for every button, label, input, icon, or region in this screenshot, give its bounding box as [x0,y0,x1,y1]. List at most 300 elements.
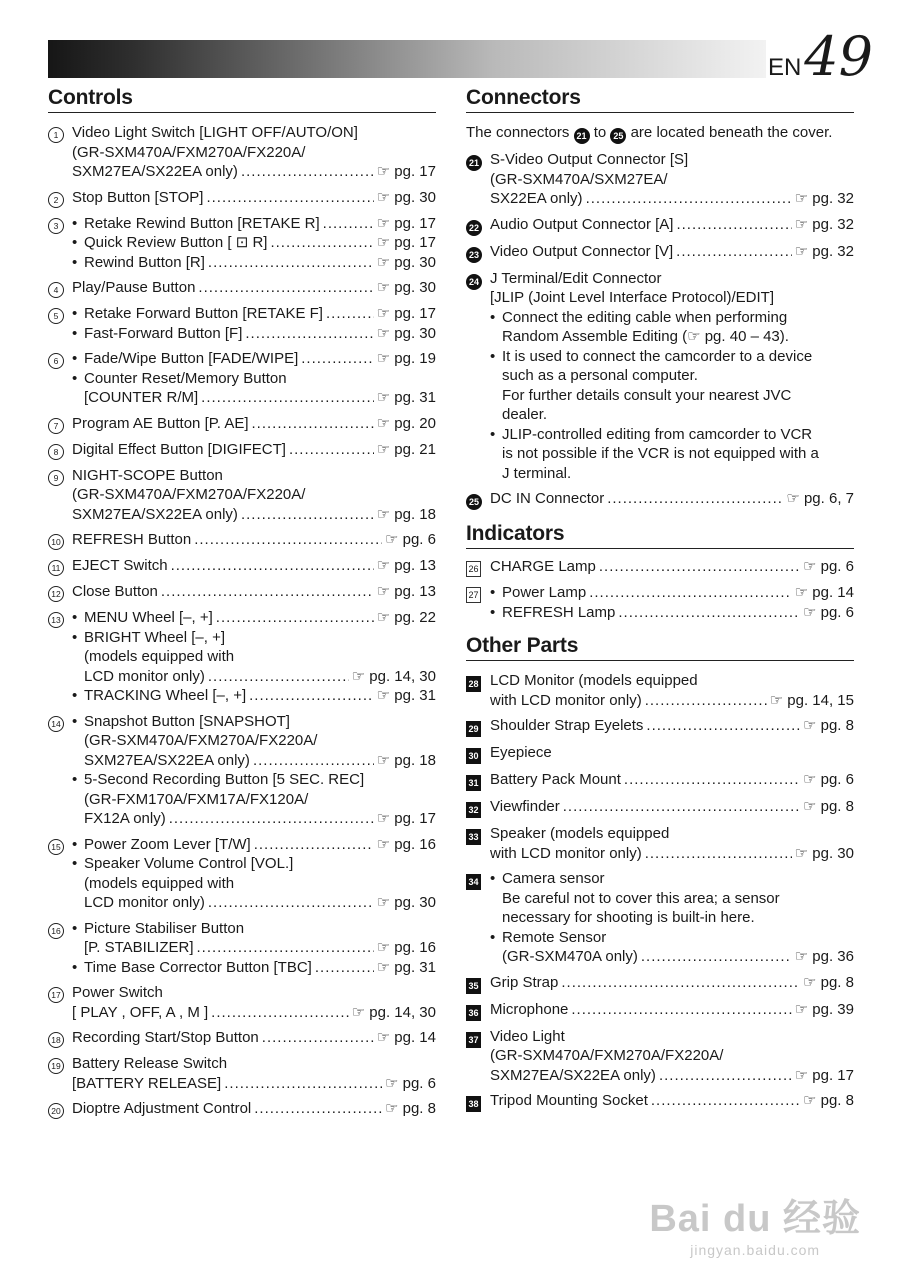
item-entry-text [72,556,436,576]
pointing-hand-icon: ☞ [376,389,395,406]
bullet-dot: • [72,628,78,646]
item-marker [466,583,490,622]
item-entry-text [84,712,436,771]
item-entry-text [490,973,854,993]
item-entry-text [490,489,854,509]
item-entry [72,324,436,344]
item-entry-text [72,983,436,1022]
page-reference-text: pg. 20 [394,414,436,432]
item-entry-text [72,1054,436,1093]
item-body [490,269,854,484]
item-number-badge: 30 [466,748,481,764]
item-label: FX12A only) [84,810,166,827]
page-reference-text: pg. 22 [394,609,436,626]
item-marker [48,466,72,525]
page-reference-text: pg. 6 [402,1074,436,1092]
item-entry-text [490,824,854,863]
page-reference [786,489,854,509]
pointing-hand-icon: ☞ [385,531,403,548]
item-entry-text [72,530,436,550]
item-line [490,489,854,509]
item-number-badge: 15 [48,839,64,855]
item-body [490,1027,854,1086]
item-line [84,958,436,978]
page-reference [803,603,854,623]
page-reference [377,1028,436,1048]
bullet-dot: • [490,425,496,443]
pointing-hand-icon: ☞ [376,939,395,956]
item-line [84,809,436,829]
leader-dots [171,556,374,576]
item-entry [490,869,854,928]
item-label: Time Base Corrector Button [TBC] [84,958,312,976]
item-entry-text [72,414,436,434]
item-label: Recording Start/Stop Button [72,1029,259,1046]
item-label: Remote Sensor [502,928,607,946]
item-entry-text [502,347,854,425]
item-body [490,824,854,863]
page-reference [385,1074,436,1094]
item-entry-text [502,869,854,928]
item-entry [72,854,436,913]
item-entry [490,308,854,347]
page-reference-text: pg. 36 [812,948,854,965]
item-marker [48,919,72,978]
item-line [72,440,436,460]
item-label: SXM27EA/SX22EA only) [72,505,238,523]
pointing-hand-icon: ☞ [376,751,395,769]
item-line [72,530,436,550]
leader-dots [571,1000,791,1020]
item-label: Quick Review Button [ ⊡ R] [84,234,268,251]
leader-dots [676,215,791,235]
pointing-hand-icon: ☞ [769,691,788,709]
controls-item [48,278,436,298]
item-line [490,770,854,790]
page-reference [377,324,436,344]
item-number-badge: 2 [48,192,64,208]
item-marker [466,1091,490,1112]
item-entry-text [490,1027,854,1086]
pointing-hand-icon: ☞ [803,603,821,621]
page-reference-text: pg. 30 [394,253,436,271]
item-entry [72,466,436,525]
other-parts-item [466,671,854,710]
item-entry-text [502,928,854,967]
item-label: Stop Button [STOP] [72,188,204,206]
item-entry-text [490,242,854,262]
item-body [490,1091,854,1112]
page-reference [377,958,436,978]
item-entry-text [84,324,436,344]
item-body [72,440,436,460]
other-parts-item [466,1027,854,1086]
page-reference-text: pg. 17 [394,234,436,251]
item-marker [466,1027,490,1086]
page-reference-text: pg. 31 [394,687,436,704]
controls-item [48,530,436,550]
item-entry [72,556,436,576]
item-entry-text [84,854,436,913]
page-reference [795,583,854,603]
indicators-item [466,557,854,577]
leader-dots [241,162,374,182]
item-line [490,242,854,262]
item-entry-text [84,608,436,628]
item-label: Viewfinder [490,798,560,815]
item-label: Connect the editing cable when performing [502,308,788,326]
leader-dots [241,505,374,525]
pointing-hand-icon: ☞ [376,505,395,523]
item-entry-text [84,835,436,855]
item-marker [466,269,490,484]
item-number-badge: 29 [466,721,481,737]
pointing-hand-icon: ☞ [376,440,395,458]
item-label: Shoulder Strap Eyelets [490,717,644,734]
item-entry [72,1099,436,1119]
item-entry [72,983,436,1022]
item-entry [490,269,854,308]
item-label: Audio Output Connector [A] [490,215,674,233]
intro-pre: The connectors [466,124,570,141]
leader-dots [561,973,800,993]
pointing-hand-icon: ☞ [376,687,395,704]
item-body [72,1099,436,1119]
item-line [84,304,436,324]
intro-mid: to [593,124,607,141]
item-label: Counter Reset/Memory Button [84,369,287,387]
page-reference-text: pg. 6 [820,558,854,575]
leader-dots [249,686,374,706]
item-entry [490,716,854,736]
item-number-badge: 21 [466,155,482,171]
leader-dots [645,844,792,864]
pointing-hand-icon: ☞ [376,1029,395,1046]
item-number-badge: 26 [466,561,481,577]
item-entry [72,414,436,434]
item-marker [48,530,72,550]
item-entry-text [84,349,436,369]
pointing-hand-icon: ☞ [786,490,804,507]
item-entry [490,824,854,863]
item-marker [466,743,490,764]
page-reference [377,162,436,182]
item-label: [COUNTER R/M] [84,389,199,406]
watermark-main: Bai du 经验 [649,1198,861,1240]
connectors-intro [466,123,854,144]
item-entry-text [490,150,854,209]
page-reference-text: pg. 32 [812,190,854,207]
item-line [502,947,854,967]
item-entry-text [84,253,436,273]
item-entry-text [490,770,854,790]
item-line [490,716,854,736]
connectors-list [466,150,854,510]
item-marker [48,712,72,829]
item-label: necessary for shooting is built-in here. [502,909,755,926]
item-entry [490,770,854,790]
page-reference [377,233,436,253]
item-line [490,797,854,817]
controls-item [48,188,436,208]
item-entry [72,214,436,234]
item-number-badge: 6 [48,353,64,369]
item-label: Fast-Forward Button [F] [84,324,243,342]
page-reference-text: pg. 8 [820,798,854,815]
item-label: Camera sensor [502,870,605,887]
item-body [72,466,436,525]
item-marker [466,869,490,967]
pointing-hand-icon: ☞ [376,958,395,976]
item-line [72,1028,436,1048]
leader-dots [659,1066,792,1086]
item-label: Power Zoom Lever [T/W] [84,835,251,853]
controls-item [48,1099,436,1119]
controls-heading: Controls [48,86,436,113]
item-label: (GR-SXM470A/SXM27EA/ [490,170,668,188]
item-body [490,583,854,622]
item-number-badge: 32 [466,802,481,818]
item-entry-text [502,425,854,484]
item-marker [466,671,490,710]
item-label: [BATTERY RELEASE] [72,1074,222,1092]
page-reference [377,608,436,628]
item-entry-text [84,369,436,408]
other-parts-heading: Other Parts [466,634,854,661]
leader-dots [563,797,800,817]
item-entry-text [72,1028,436,1048]
item-number-badge: 10 [48,534,64,550]
item-label: LCD monitor only) [84,667,205,685]
item-label: Random Assemble Editing (☞ pg. 40 – 43). [502,328,789,345]
item-label: SXM27EA/SX22EA only) [84,751,250,769]
page-reference-text: pg. 6 [820,771,854,788]
item-line [490,1066,854,1086]
item-line [72,1074,436,1094]
page-reference [803,973,854,993]
page-reference-text: pg. 6, 7 [803,490,854,507]
pointing-hand-icon: ☞ [794,1066,813,1084]
item-body [490,671,854,710]
page-reference [803,1091,854,1111]
item-label: Speaker (models equipped [490,825,670,842]
leader-dots [245,324,373,344]
item-entry [72,253,436,273]
page-reference [377,388,436,408]
item-entry-text [84,628,436,687]
page-reference [377,556,436,576]
item-entry-text [502,583,854,603]
page-reference [377,938,436,958]
pointing-hand-icon: ☞ [376,557,395,574]
item-label: Snapshot Button [SNAPSHOT] [84,712,290,730]
item-entry-text [490,557,854,577]
item-line [502,583,854,603]
item-line [84,388,436,408]
pointing-hand-icon: ☞ [376,583,395,600]
item-entry-text [490,716,854,736]
item-label: Be careful not to cover this area; a sensor [502,889,780,907]
item-label: Retake Forward Button [RETAKE F] [84,305,323,322]
page-reference-text: pg. 14 [394,1029,436,1046]
leader-dots [315,958,374,978]
pointing-hand-icon: ☞ [376,234,395,251]
page-reference [377,686,436,706]
item-number-badge: 5 [48,308,64,324]
item-entry-text [72,278,436,298]
page-reference [803,770,854,790]
page-reference [377,414,436,434]
item-label: such as a personal computer. [502,367,698,384]
controls-item [48,304,436,343]
pointing-hand-icon: ☞ [351,667,370,685]
page-reference-text: pg. 18 [394,505,436,523]
other-parts-item [466,869,854,967]
page-reference [795,1000,854,1020]
item-number-badge: 27 [466,587,481,603]
bullet-dot: • [72,350,78,367]
leader-dots [198,278,373,298]
item-body [490,242,854,263]
item-label: with LCD monitor only) [490,844,642,862]
bullet-dot: • [72,324,78,342]
leader-dots [624,770,800,790]
item-body [72,582,436,602]
item-entry [72,919,436,958]
item-label: S-Video Output Connector [S] [490,151,689,168]
page-reference [377,188,436,208]
bullet-dot: • [72,835,78,853]
page-reference [795,242,854,262]
leader-dots [211,1003,348,1023]
item-label: Rewind Button [R] [84,253,205,271]
item-marker [466,770,490,791]
item-number-badge: 7 [48,418,64,434]
item-label: LCD monitor only) [84,894,205,911]
item-number-badge: 37 [466,1032,481,1048]
item-entry-text [490,671,854,710]
page-number-value: 49 [804,25,873,88]
item-entry [72,349,436,369]
item-label: is not possible if the VCR is not equipped with a [502,445,819,462]
page-reference [770,691,854,711]
item-line [84,751,436,771]
leader-dots [618,603,800,623]
item-entry [490,973,854,993]
item-entry [72,440,436,460]
item-body [72,214,436,273]
item-entry [72,608,436,628]
indicators-heading: Indicators [466,522,854,549]
item-number-badge: 23 [466,247,482,263]
item-entry-text [490,743,854,763]
leader-dots [289,440,374,460]
item-body [72,919,436,978]
bullet-dot: • [490,308,496,326]
item-entry [72,770,436,829]
item-label: (GR-FXM170A/FXM17A/FX120A/ [84,790,309,808]
page-reference [803,557,854,577]
page-reference-text: pg. 14, 30 [369,667,436,685]
item-label: 5-Second Recording Button [5 SEC. REC] [84,771,365,788]
indicators-item [466,583,854,622]
bullet-dot: • [72,919,78,937]
item-number-badge: 34 [466,874,481,890]
item-label: (GR-SXM470A/FXM270A/FX220A/ [84,732,318,749]
leader-dots [208,893,374,913]
indicators-list [466,557,854,622]
item-body [72,304,436,343]
item-number-badge: 18 [48,1032,64,1048]
item-line [72,556,436,576]
page-reference-text: pg. 13 [394,583,436,600]
bullet-dot: • [72,712,78,730]
item-marker [48,278,72,298]
item-line [490,1000,854,1020]
item-body [490,743,854,764]
item-label: REFRESH Button [72,531,192,548]
bullet-dot: • [72,369,78,387]
header-gradient-banner [48,40,766,78]
item-body [72,608,436,706]
item-entry [490,489,854,509]
page-reference [377,505,436,525]
item-marker [466,150,490,209]
leader-dots [301,349,373,369]
pointing-hand-icon: ☞ [794,190,813,207]
item-entry-text [490,797,854,817]
item-marker [466,716,490,737]
item-number-badge: 28 [466,676,481,692]
page-reference [377,253,436,273]
item-body [490,150,854,209]
item-marker [466,824,490,863]
item-marker [48,440,72,460]
item-label: Dioptre Adjustment Control [72,1100,252,1117]
item-label: Fade/Wipe Button [FADE/WIPE] [84,350,299,367]
item-marker [466,215,490,236]
item-body [72,530,436,550]
pointing-hand-icon: ☞ [803,771,821,788]
other-parts-item [466,743,854,764]
item-label: Power Lamp [502,584,587,601]
item-entry [72,123,436,182]
controls-list [48,123,436,1119]
item-label: Play/Pause Button [72,279,196,296]
item-label: (models equipped with [84,874,235,892]
item-body [490,869,854,967]
bullet-dot: • [72,687,78,704]
intro-from-mark: 21 [574,128,590,144]
leader-dots [216,608,374,628]
item-entry [72,188,436,208]
right-column [466,86,854,1118]
item-label: Tripod Mounting Socket [490,1092,648,1109]
item-entry-text [490,1091,854,1111]
item-entry [72,233,436,253]
bullet-dot: • [490,928,496,946]
leader-dots [169,809,374,829]
pointing-hand-icon: ☞ [376,188,395,206]
connectors-item [466,489,854,510]
connectors-heading: Connectors [466,86,854,113]
item-entry [490,1027,854,1086]
page-reference [803,797,854,817]
page-reference-text: pg. 14, 15 [787,691,854,709]
page-reference-text: pg. 14 [812,584,854,601]
controls-item [48,608,436,706]
item-body [72,188,436,208]
